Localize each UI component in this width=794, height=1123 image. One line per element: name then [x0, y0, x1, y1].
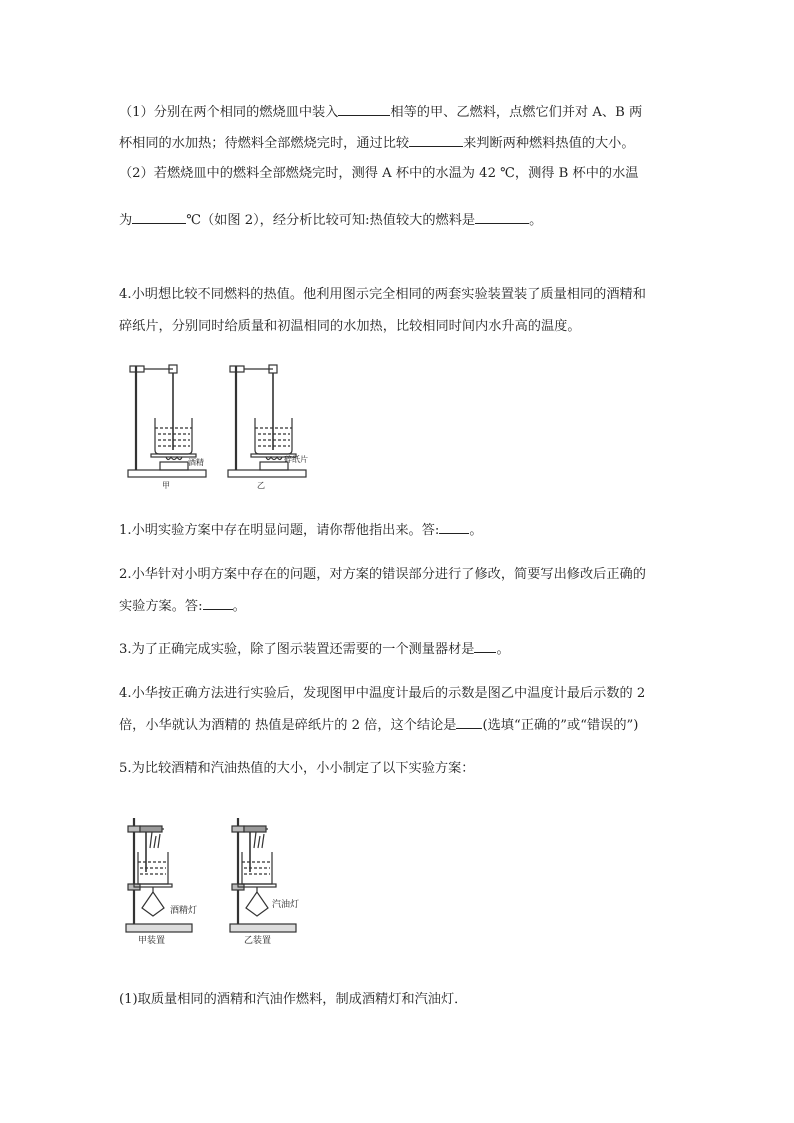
lamp-apparatus-right	[230, 818, 296, 932]
answer-blank[interactable]	[475, 211, 529, 224]
burner-dish	[160, 462, 188, 470]
base-plate	[230, 924, 296, 932]
gasoline-lamp	[246, 892, 268, 916]
base-plate	[126, 924, 192, 932]
q4-sub3: 3.为了正确完成实验，除了图示装置还需要的一个测量器材是 。	[119, 642, 510, 657]
caption-right: 乙	[257, 481, 265, 490]
steam	[254, 832, 264, 848]
alcohol-lamp	[142, 892, 164, 916]
answer-blank[interactable]	[439, 521, 469, 534]
q3-part2-line1: （2）若燃烧皿中的燃料全部燃烧完时，测得 A 杯中的水温为 42 ℃，测得 B 杯中的水温	[119, 166, 639, 181]
q4-sub2-line2: 实验方案。答: 。	[119, 599, 246, 614]
fuel-label-right: 碎纸片	[284, 455, 308, 464]
answer-blank[interactable]	[409, 134, 463, 147]
q4-sub1: 1.小明实验方案中存在明显问题，请你帮他指出来。答: 。	[119, 523, 483, 538]
clamp-jaw	[244, 826, 266, 832]
q3-part1-line2: 杯相同的水加热；待燃料全部燃烧完时，通过比较 来判断两种燃料热值的大小。	[119, 136, 635, 151]
steam	[150, 832, 160, 848]
base-plate	[228, 470, 306, 477]
q5-intro: 5.为比较酒精和汽油热值的大小，小小制定了以下实验方案：	[119, 761, 475, 776]
fuel-label-left: 酒精	[188, 458, 204, 467]
answer-blank[interactable]	[203, 597, 233, 610]
q4-sub4-line2: 倍，小华就认为酒精的 热值是碎纸片的 2 倍，这个结论是 (选填“正确的”或“错误的”)	[119, 718, 639, 733]
clamp-jaw	[140, 826, 162, 832]
caption-left: 甲	[162, 481, 170, 490]
q5-step1: (1)取质量相同的酒精和汽油作燃料，制成酒精灯和汽油灯．	[119, 992, 468, 1007]
caption-right: 乙装置	[244, 936, 272, 946]
apparatus-figure-1	[118, 358, 318, 493]
apparatus-figure-2	[120, 812, 320, 952]
q4-intro-line2: 碎纸片，分别同时给质量和初温相同的水加热，比较相同时间内水升高的温度。	[119, 319, 581, 334]
q4-sub2-line1: 2.小华针对小明方案中存在的问题，对方案的错误部分进行了修改，简要写出修改后正确的	[119, 567, 646, 582]
q4-intro-line1: 4.小明想比较不同燃料的热值。他利用图示完全相同的两套实验装置装了质量相同的酒精和	[119, 287, 646, 302]
q4-sub4-line1: 4.小华按正确方法进行实验后，发现图甲中温度计最后的示数是图乙中温度计最后示数的 2	[119, 686, 646, 701]
answer-blank[interactable]	[338, 103, 390, 116]
answer-blank[interactable]	[132, 211, 186, 224]
q3-part2-line2: 为 ℃（如图 2），经分析比较可知:热值较大的燃料是 。	[119, 213, 543, 228]
q3-part1-line1: （1）分别在两个相同的燃烧皿中装入 相等的甲、乙燃料，点燃它们并对 A、B 两	[119, 105, 643, 120]
answer-blank[interactable]	[456, 716, 482, 729]
clamp-top	[128, 826, 140, 832]
clamp-top	[232, 826, 244, 832]
lamp-label-right: 汽油灯	[272, 900, 300, 910]
answer-blank[interactable]	[474, 640, 496, 653]
base-plate	[128, 470, 206, 477]
lamp-label-left: 酒精灯	[170, 906, 198, 916]
caption-left: 甲装置	[138, 936, 166, 946]
gauze	[151, 454, 196, 457]
